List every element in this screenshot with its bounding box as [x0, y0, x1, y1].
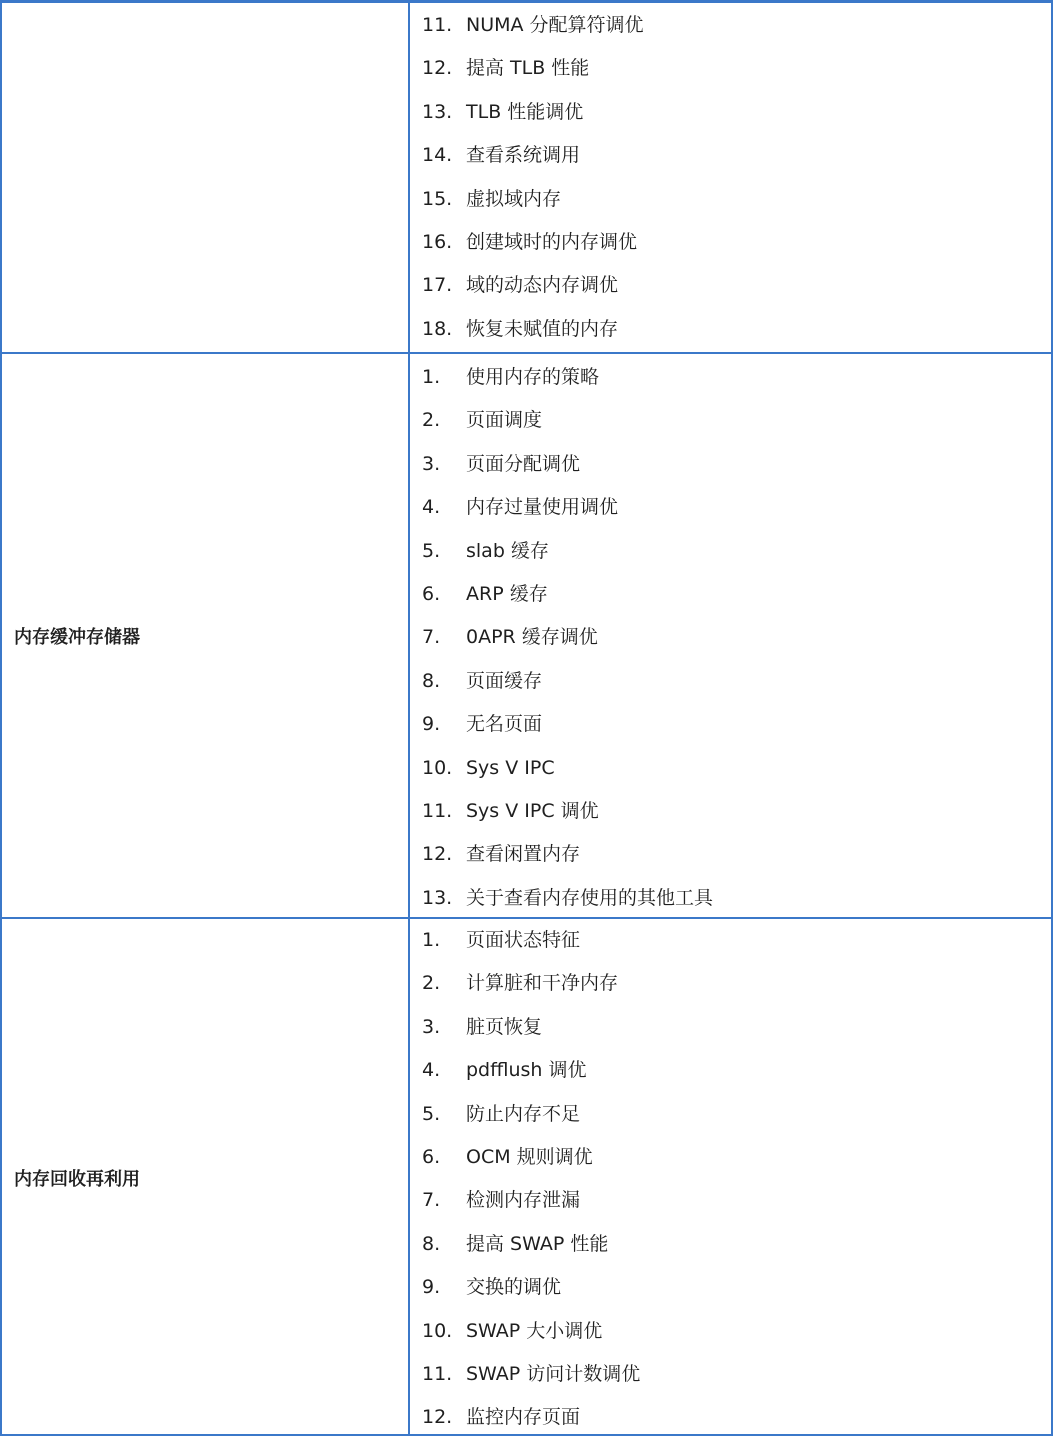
item-number: 9. [422, 1276, 441, 1299]
item-number: 4. [422, 1059, 441, 1082]
item-number: 2. [422, 972, 441, 995]
category-cell: 内存回收再利用 [2, 919, 410, 1436]
list-item [410, 970, 1051, 1013]
list-item [410, 272, 1051, 315]
item-text: OCM 规则调优 [466, 1145, 593, 1168]
items-cell [410, 919, 1051, 1436]
item-text: 域的动态内存调优 [466, 274, 619, 297]
item-number: 16. [422, 230, 453, 253]
list-item [410, 581, 1051, 624]
item-number: 8. [422, 1232, 441, 1255]
item-number: 10. [422, 1319, 453, 1342]
category-cell [2, 3, 410, 352]
list-item [410, 186, 1051, 229]
list-item [410, 1144, 1051, 1187]
item-text: 关于查看内存使用的其他工具 [466, 886, 714, 909]
item-text: slab 缓存 [466, 539, 549, 562]
items-cell [410, 3, 1051, 352]
item-text: 提高 SWAP 性能 [466, 1232, 609, 1255]
item-number: 7. [422, 626, 441, 649]
item-number: 15. [422, 187, 453, 210]
item-number: 8. [422, 669, 441, 692]
list-item [410, 1187, 1051, 1230]
item-number: 13. [422, 100, 453, 123]
list-item [410, 229, 1051, 272]
item-text: pdfflush 调优 [466, 1059, 587, 1082]
item-text: SWAP 访问计数调优 [466, 1362, 641, 1385]
item-text: 创建域时的内存调优 [466, 230, 638, 253]
list-item [410, 841, 1051, 884]
list-item [410, 755, 1051, 798]
list-item [410, 1361, 1051, 1404]
list-item [410, 927, 1051, 970]
list-item [410, 364, 1051, 407]
item-text: 查看闲置内存 [466, 843, 581, 866]
list-item [410, 451, 1051, 494]
item-number: 6. [422, 582, 441, 605]
list-item [410, 1101, 1051, 1144]
list-item [410, 1404, 1051, 1447]
item-number: 2. [422, 409, 441, 432]
table-row [2, 917, 1051, 1436]
item-text: NUMA 分配算符调优 [466, 14, 644, 36]
item-text: 检测内存泄漏 [466, 1189, 581, 1212]
item-number: 1. [422, 366, 441, 388]
item-text: 交换的调优 [466, 1276, 562, 1299]
item-text: 页面分配调优 [466, 452, 581, 475]
item-text: 无名页面 [466, 713, 543, 736]
item-text: 查看系统调用 [466, 144, 581, 167]
item-number: 5. [422, 539, 441, 562]
item-text: 防止内存不足 [466, 1102, 581, 1125]
item-number: 7. [422, 1189, 441, 1212]
item-text: 提高 TLB 性能 [466, 57, 590, 80]
list-item [410, 55, 1051, 98]
item-text: 监控内存页面 [466, 1406, 581, 1429]
table-row [2, 352, 1051, 917]
list-item [410, 538, 1051, 581]
list-item [410, 1274, 1051, 1317]
item-text: 虚拟域内存 [466, 187, 562, 210]
list-item [410, 1014, 1051, 1057]
item-text: ARP 缓存 [466, 582, 548, 605]
list-item [410, 624, 1051, 667]
item-text: SWAP 大小调优 [466, 1319, 603, 1342]
item-number: 12. [422, 843, 453, 866]
item-number: 1. [422, 929, 441, 951]
item-text: 计算脏和干净内存 [466, 972, 619, 995]
list-item [410, 12, 1051, 55]
item-text: 使用内存的策略 [466, 366, 600, 388]
item-text: 页面缓存 [466, 669, 543, 692]
item-number: 6. [422, 1145, 441, 1168]
item-number: 11. [422, 14, 453, 36]
item-text: TLB 性能调优 [466, 100, 584, 123]
item-number: 12. [422, 1406, 453, 1429]
item-number: 9. [422, 713, 441, 736]
item-number: 13. [422, 886, 453, 909]
item-text: 页面调度 [466, 409, 543, 432]
item-text: Sys V IPC 调优 [466, 799, 599, 822]
item-number: 11. [422, 799, 453, 822]
list-item [410, 494, 1051, 537]
item-text: 0APR 缓存调优 [466, 626, 598, 649]
item-text: Sys V IPC [466, 756, 555, 779]
item-text: 内存过量使用调优 [466, 496, 619, 519]
item-text: 脏页恢复 [466, 1015, 543, 1038]
list-item [410, 711, 1051, 754]
item-text: 恢复未赋值的内存 [466, 317, 619, 340]
items-cell [410, 354, 1051, 917]
item-number: 18. [422, 317, 453, 340]
table-row [2, 3, 1051, 352]
item-number: 12. [422, 57, 453, 80]
item-number: 3. [422, 1015, 441, 1038]
item-number: 17. [422, 274, 453, 297]
item-number: 4. [422, 496, 441, 519]
item-number: 10. [422, 756, 453, 779]
category-cell: 内存缓冲存储器 [2, 354, 410, 917]
list-item [410, 1057, 1051, 1100]
item-text: 页面状态特征 [466, 929, 581, 951]
list-item [410, 668, 1051, 711]
list-item [410, 798, 1051, 841]
item-number: 14. [422, 144, 453, 167]
item-number: 5. [422, 1102, 441, 1125]
list-item [410, 142, 1051, 185]
list-item [410, 407, 1051, 450]
item-number: 3. [422, 452, 441, 475]
list-item [410, 99, 1051, 142]
list-item [410, 1318, 1051, 1361]
list-item [410, 1231, 1051, 1274]
item-number: 11. [422, 1362, 453, 1385]
